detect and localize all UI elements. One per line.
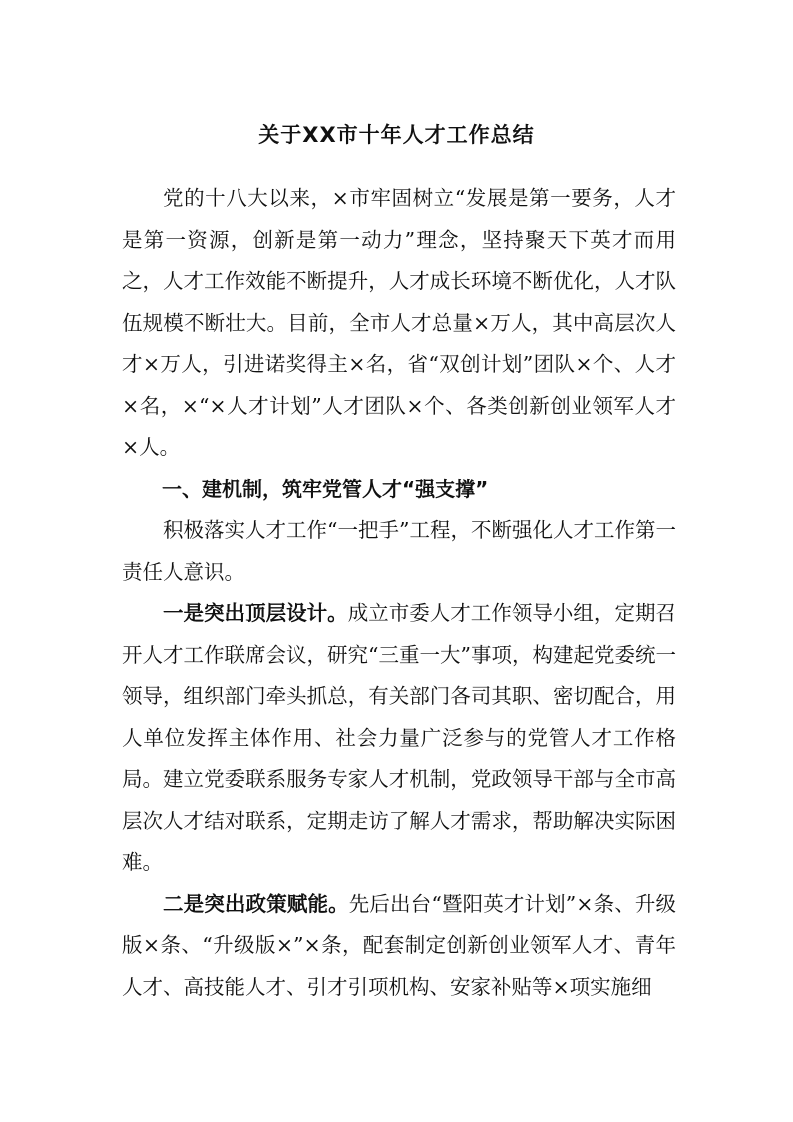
point-1-paragraph — [122, 593, 676, 884]
document-title: 关于XX市十年人才工作总结 — [258, 123, 535, 147]
point-1-lead: 一是突出顶层设计。 — [163, 601, 348, 625]
intro-paragraph: 党的十八大以来，×市牢固树立“发展是第一要务，人才是第一资源，创新是第一动力”理念，坚持聚天下英才而用之，人才工作效能不断提升，人才成长环境不断优化，人才队伍规模不断壮大。目前，全市人才总量×万人，其中高层次人才×万人，引进诺奖得主×名，省“双创计划”团队×个、人才×名，×“×人才计划”人才团队×个、各类创新创业领军人才×人。 — [122, 186, 676, 459]
point-1-text: 成立市委人才工作领导小组，定期召开人才工作联席会议，研究“三重一大”事项，构建起党委统一领导，组织部门牵头抓总，有关部门各司其职、密切配合，用人单位发挥主体作用、社会力量广泛参与的党管人才工作格局。建立党委联系服务专家人才机制，党政领导干部与全市高层次人才结对联系，定期走访了解人才需求，帮助解决实际困难。 — [122, 601, 676, 874]
section-1-intro-paragraph: 积极落实人才工作“一把手”工程，不断强化人才工作第一责任人意识。 — [122, 518, 676, 584]
point-2-text: 先后出台“暨阳英才计划”×条、升级版×条、“升级版×”×条，配套制定创新创业领军人才、青年人才、高技能人才、引才引项机构、安家补贴等×项实施细 — [122, 891, 677, 999]
section-heading-1: 一、建机制，筑牢党管人才“强支撑” — [162, 476, 489, 501]
point-2-lead: 二是突出政策赋能。 — [163, 891, 349, 916]
point-2-paragraph — [122, 884, 676, 1009]
document-body — [122, 178, 676, 1008]
